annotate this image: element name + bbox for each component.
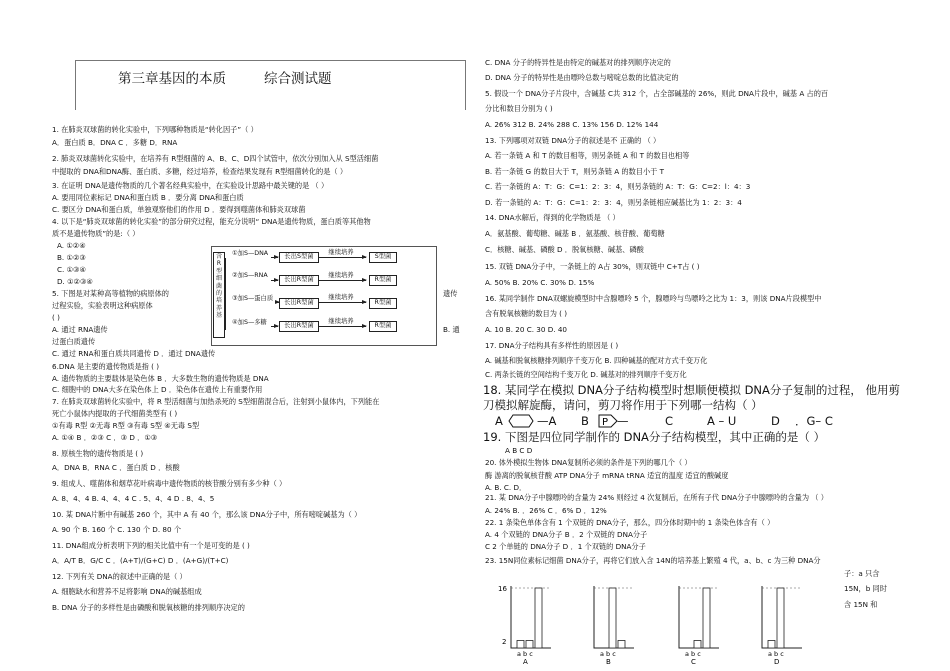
option-line: A. 遗传物质的主要载体是染色体 B ．大多数生物的遗传物质是 DNA — [52, 374, 269, 383]
chart-svg — [497, 578, 559, 666]
question-line: 11. DNA组成分析表明下列的相关比值中有一个是可变的是 ( ) — [52, 541, 250, 550]
chart-x-label: a b c — [768, 650, 784, 658]
option-line: A. 90 个 B. 160 个 C. 130 个 D. 80 个 — [52, 525, 182, 534]
title-part2: 综合测试题 — [264, 71, 332, 87]
diagram-cult-4: 继续培养 — [321, 318, 361, 326]
question-line: 5. 下图是对某种高等植物的病原体的 — [52, 289, 169, 298]
chart-bar — [517, 641, 524, 649]
option-line: C. DNA 分子的特异性是由特定的碱基对的排列顺序决定的 — [485, 58, 671, 67]
question-line: 1. 在肺炎双球菌的转化实验中，下列哪种物质是“转化因子”（ ） — [52, 125, 258, 134]
option-line: A. B. C. D． — [485, 483, 527, 492]
diagram-bracket — [225, 258, 226, 330]
question-line: 中提取的 DNA和DNA酶、蛋白质、多糖，经过培养，检查结果发现有 R型细菌转化的是（ ） — [52, 167, 348, 176]
question-line: ( ) — [52, 313, 60, 322]
chart-svg — [665, 578, 727, 666]
option-line: A B C D — [505, 446, 533, 455]
chart-label: D — [774, 658, 780, 666]
chart-C — [665, 578, 725, 666]
option-line: ①有毒 R型 ②无毒 R型 ③有毒 S型 ④无毒 S型 — [52, 421, 200, 430]
chart-label: B — [606, 658, 611, 666]
option-line: A. 细胞缺水和营养不足将影响 DNA的碱基组成 — [52, 587, 202, 596]
question-line: 21. 某 DNA分子中腺嘌呤的含量为 24% 则经过 4 次复制后，在所有子代 DNA分子中腺嘌呤的含量为 （ ） — [485, 493, 828, 502]
question-line: 8. 原核生物的遗传物质是 ( ) — [52, 449, 144, 458]
diagram-arrow — [271, 326, 278, 327]
question-18-line1: 18. 某同学在模拟 DNA分子结构模型时想顺便模拟 DNA分子复制的过程， 他用剪 — [483, 383, 901, 397]
question-19: 19. 下图是四位同学制作的 DNA分子结构模型，其中正确的是（ ） — [483, 430, 826, 444]
diagram-add-1: ①加S—DNA — [232, 250, 274, 259]
diagram-cult-2: 继续培养 — [321, 272, 361, 280]
question-18-line2: 刀模拟解旋酶，请问，剪刀将作用于下列哪一结构（ ） — [483, 398, 763, 412]
question-line: 14. DNA水解后，得到的化学物质是 （ ） — [485, 213, 620, 222]
diagram-add-3: ③加S—蛋白质 — [232, 295, 278, 304]
question-line: 22. 1 条染色单体含有 1 个双链的 DNA分子，那么，四分体时期中的 1 条染色体含有（ ） — [485, 518, 775, 527]
question-line: 质不是遗传物质”的是:（ ） — [52, 229, 140, 238]
chart-bar — [535, 588, 542, 648]
option-line: A. 若一条链 A 和 T 的数目相等，则另条链 A 和 T 的数目也相等 — [485, 151, 690, 160]
diagram-cult-1: 继续培养 — [321, 249, 361, 257]
chart-bar — [703, 588, 710, 648]
option-line: A. 24% B. ．26% C ．6% D ．12% — [485, 506, 607, 515]
question-line: 子：a 只含 — [844, 569, 880, 578]
question-line: 23. 15N同位素标记细菌 DNA分子，再将它们放入含 14N的培养基上繁殖 4 代，a、b、c 为三种 DNA分 — [485, 556, 821, 565]
question-line: 分比和数目分别为 ( ) — [485, 104, 553, 113]
diagram-grow-1: 长出S型菌 — [279, 252, 319, 263]
option-line: A. 26% 312 B. 24% 288 C. 13% 156 D. 12% 144 — [485, 120, 659, 129]
diagram-res-2: R型菌 — [369, 275, 397, 286]
diagram-grow-3: 长出R型菌 — [279, 298, 319, 309]
diagram-arrow — [318, 326, 366, 327]
diagram-arrow — [318, 257, 366, 258]
q18-option-b-label: B — [581, 414, 589, 428]
option-line: 过蛋白质遗传 — [52, 337, 96, 346]
option-line: A. 50% B. 20% C. 30% D. 15% — [485, 278, 595, 287]
chart-tick-label: 16 — [498, 585, 507, 593]
chart-axes — [679, 586, 719, 648]
diagram-grow-2: 长出R型菌 — [279, 275, 319, 286]
option-line: A. 碱基和脱氧核糖排列顺序千变万化 B. 四种碱基的配对方式千变万化 — [485, 356, 708, 365]
chart-bar — [618, 641, 625, 649]
option-line: D. 若一条链的 A：T：G：C=1：2：3：4，则另条链相应碱基比为 1：2：3：4 — [485, 198, 742, 207]
option-line: B. 若一条链 G 的数目大于 T，则另条链 A 的数目小于 T — [485, 167, 665, 176]
right-column — [475, 0, 950, 671]
option-line: A. 通过 RNA遗传 — [52, 325, 108, 334]
diagram-arrow — [271, 257, 278, 258]
question-line: 15. 双链 DNA分子中，一条链上的 A占 30%，则双链中 C+T占 ( ) — [485, 262, 700, 271]
diagram-res-4: R型菌 — [369, 321, 397, 332]
question-line: 17. DNA分子结构具有多样性的原因是 ( ) — [485, 341, 619, 350]
option-line: D. ①②③④ — [57, 277, 93, 286]
diagram-cult-3: 继续培养 — [321, 294, 361, 302]
chart-bar — [777, 588, 784, 648]
option-line: A．氨基酸、葡萄糖、碱基 B ．氨基酸、核苷酸、葡萄糖 — [485, 229, 665, 238]
option-line: B. 通 — [443, 325, 460, 334]
diagram-grow-4: 长出R型菌 — [279, 321, 319, 332]
option-line: C. 细胞中的 DNA大多在染色体上 D ．染色体在遗传上有重要作用 — [52, 385, 263, 394]
chart-label: A — [523, 658, 528, 666]
question-line: 13. 下列哪项对双链 DNA分子的叙述是不 正确的 （ ） — [485, 136, 661, 145]
question-line: 过程实验，实验表明这种病原体 — [52, 301, 153, 310]
question-line: 2. 肺炎双球菌转化实验中，在培养有 R型细菌的 A、B、C、D四个试管中，依次分别加入从 S型活细菌 — [52, 154, 379, 163]
option-line: A. 4 个双链的 DNA分子 B ．2 个双链的 DNA分子 — [485, 530, 648, 539]
option-line: A．A/T B．G/C C ．(A+T)/(G+C) D ．(A+G)/(T+C) — [52, 556, 229, 565]
title-part1: 第三章基因的本质 — [118, 71, 226, 87]
option-line: C. 要区分 DNA和蛋白质，单独观察他们的作用 D ．要得到噬菌体和肺炎双球菌 — [52, 205, 306, 214]
option-line: A. 8、4、4 B. 4、4、4 C . 5、4、4 D . 8、4、5 — [52, 494, 215, 503]
question-line: 12. 下列有关 DNA的叙述中正确的是（ ） — [52, 572, 187, 581]
question-line: 3. 在证明 DNA是遗传物质的几个著名经典实验中，在实验设计思路中最关键的是 （ ） — [52, 181, 329, 190]
question-line: 15N，b 同时 — [844, 584, 887, 593]
option-line: C. 两条长链的空间结构千变万化 D. 碱基对的排列顺序千变万化 — [485, 370, 687, 379]
question-line: 死亡小鼠体内提取的子代细菌类型有 ( ) — [52, 409, 178, 418]
diagram-add-2: ②加S—RNA — [232, 272, 274, 281]
diagram-arrow — [318, 302, 366, 303]
question-line: 遗传 — [443, 289, 458, 298]
diagram-side-label: 含R型细菌的培养基 — [213, 252, 225, 338]
svg-text:P: P — [602, 417, 609, 428]
chart-tick-label: 2 — [502, 638, 507, 646]
option-line: B. ①②③ — [57, 253, 86, 262]
option-line: D. DNA 分子的特异性是由嘌呤总数与嘧啶总数的比值决定的 — [485, 73, 679, 82]
chart-bar — [609, 588, 616, 648]
diagram-add-4: ④加S—多糖 — [232, 319, 274, 328]
question-line: 含有脱氧核糖的数目为 ( ) — [485, 309, 568, 318]
option-line: A. ①④ B ．②③ C ．③ D ．①③ — [52, 433, 158, 442]
q18-option-a-text: —A — [537, 414, 557, 428]
option-line: A．DNA B．RNA C ．蛋白质 D ．核酸 — [52, 463, 180, 472]
chart-A — [497, 578, 557, 666]
diagram-res-1: S型菌 — [369, 252, 397, 263]
option-line: 酶 游离的脱氧核苷酸 ATP DNA分子 mRNA tRNA 适宜的温度 适宜的酸碱度 — [485, 471, 729, 480]
pentagon-shape-icon — [597, 414, 619, 428]
chart-svg — [580, 578, 642, 666]
q18-option-d-label: D — [771, 414, 780, 428]
option-line: A. 要用同位素标记 DNA和蛋白质 B ．要分离 DNA和蛋白质 — [52, 193, 244, 202]
question-line: 9. 组成人、噬菌体和烟草花叶病毒中遗传物质的核苷酸分别有多少种（ ） — [52, 479, 287, 488]
option-line: C．核糖、碱基、磷酸 D ．脱氧核糖、碱基、磷酸 — [485, 245, 644, 254]
chart-x-label: a b c — [685, 650, 701, 658]
chart-B — [580, 578, 640, 666]
q18-option-c-text: A – U — [707, 414, 737, 428]
question-line: 4. 以下是“肺炎双球菌的转化实验”的部分研究过程，能充分说明“ DNA是遗传物质，蛋白质等其他物 — [52, 217, 371, 226]
question-line: 10. 某 DNA片断中有碱基 260 个，其中 A 有 40 个，那么该 DNA分子中，所有嘧啶碱基为（ ） — [52, 510, 362, 519]
chart-svg — [748, 578, 810, 666]
chart-bar — [768, 641, 775, 649]
question-line: 16. 某同学制作 DNA双螺旋模型时中含腺嘌呤 5 个，腺嘌呤与鸟嘌呤之比为 1：3，则该 DNA片段模型中 — [485, 294, 822, 303]
q18-option-c-label: C — [665, 414, 674, 428]
diagram-res-3: R型菌 — [369, 298, 397, 309]
option-line: A．蛋白质 B．DNA C ．多糖 D．RNA — [52, 138, 178, 147]
q18-option-a-label: A — [495, 414, 503, 428]
question-line: 20. 体外模拟生物体 DNA复制所必须的条件是下列的哪几个（ ） — [485, 458, 692, 467]
question-line: 6.DNA 是主要的遗传物质是指 ( ) — [52, 362, 160, 371]
hexagon-shape-icon — [508, 414, 534, 428]
chart-bar — [694, 641, 701, 649]
option-line: C. 通过 RNA和蛋白质共同遗传 D ．通过 DNA遗传 — [52, 349, 216, 358]
question-line: 7. 在肺炎双球菌转化实验中，将 R 型活细菌与加热杀死的 S型细菌混合后，注射到小鼠体内，下列能在 — [52, 397, 380, 406]
option-line: C. ①③④ — [57, 265, 86, 274]
option-line: B. DNA 分子的多样性是由磷酸和脱氧核糖的排列顺序决定的 — [52, 603, 245, 612]
option-line: C 2 个单链的 DNA分子 D ．1 个双链的 DNA分子 — [485, 542, 646, 551]
chart-label: C — [691, 658, 696, 666]
chart-D — [748, 578, 808, 666]
q18-option-b-text: — — [617, 414, 629, 428]
chart-x-label: a b c — [600, 650, 616, 658]
chart-x-label: a b c — [517, 650, 533, 658]
question-line: 含 15N 和 — [844, 600, 878, 609]
chart-bar — [526, 641, 533, 649]
option-line: A. 10 B. 20 C. 30 D. 40 — [485, 325, 567, 334]
option-line: C. 若一条链的 A：T：G：C=1：2：3：4，则另条链的 A：T：G：C=2：l：4：3 — [485, 182, 751, 191]
q18-option-d-text: ．G– C — [795, 414, 833, 428]
question-line: 5. 假设一个 DNA分子片段中，含碱基 C共 312 个，占全部碱基的 26%，则此 DNA片段中，碱基 A 占的百 — [485, 89, 829, 98]
option-line: A. ①②④ — [57, 241, 86, 250]
diagram-arrow — [318, 280, 366, 281]
diagram-arrow — [271, 280, 278, 281]
chart-axes — [511, 586, 551, 648]
